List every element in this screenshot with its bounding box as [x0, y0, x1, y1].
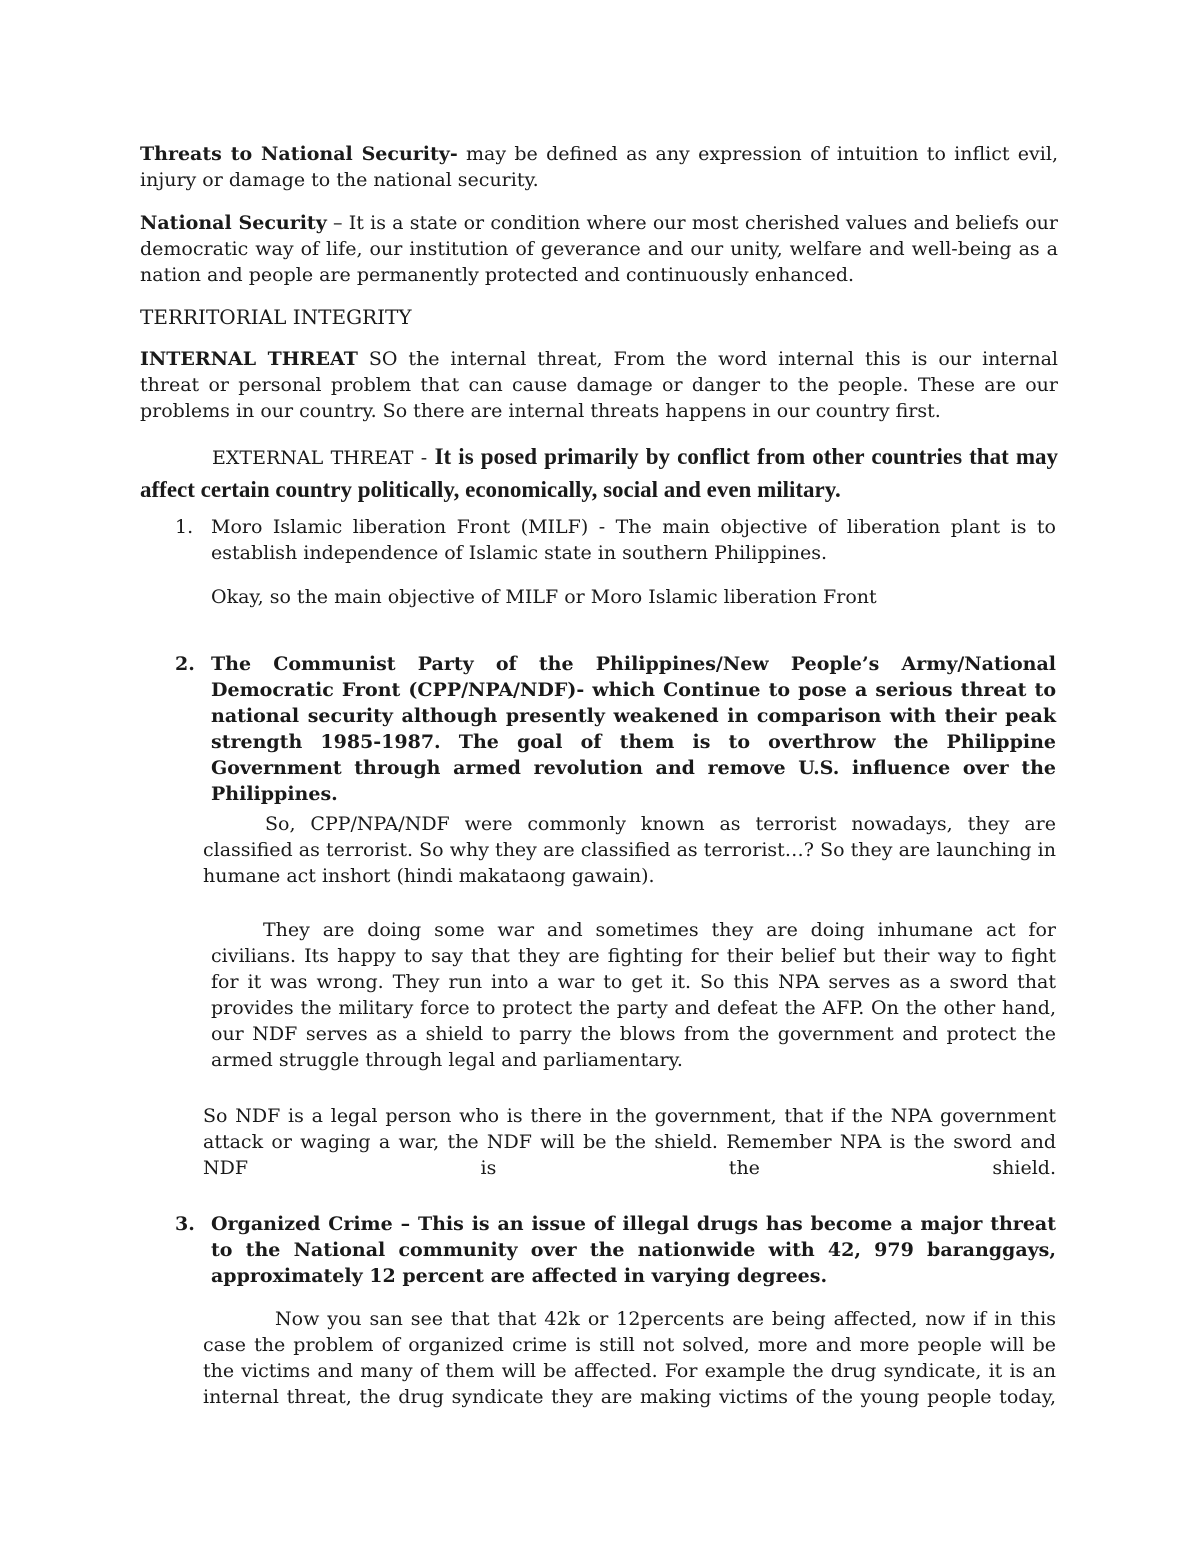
- external-threat-paragraph: [140, 441, 1058, 507]
- definition-threats: [140, 141, 1058, 193]
- definition-national-security: [140, 210, 1058, 288]
- item-1-text: Moro Islamic liberation Front (MILF) - The main objective of liberation plant is to establish independence of Islamic state in southern Philippines.: [211, 516, 1056, 564]
- heading-territorial-integrity: TERRITORIAL INTEGRITY: [140, 305, 412, 329]
- term-external-threat: EXTERNAL THREAT -: [212, 447, 435, 469]
- definition-national-security-text: – It is a state or condition where our most cherished values and beliefs our democratic way of life, our institution of geverance and our unity, welfare and well-being as a nation and people are permanently protected and continuously enhanced.: [140, 212, 1059, 286]
- term-national-security: National Security: [140, 212, 327, 234]
- term-internal-threat: INTERNAL THREAT: [140, 348, 358, 370]
- internal-threat-text: SO the internal threat, From the word internal this is our internal threat or personal problem that can cause damage or danger to the people. These are our problems in our country. So there are internal threats happens in our country first.: [140, 348, 1058, 422]
- item-2-paragraph-1: So, CPP/NPA/NDF were commonly known as terrorist nowadays, they are classified as terrorist. So why they are classified as terrorist…? So they are launching in humane act inshort (hindi makataong gawain).: [203, 813, 1056, 887]
- item-2-number: 2.: [175, 653, 195, 675]
- item-3-text: Organized Crime – This is an issue of illegal drugs has become a major threat to the National community over the nationwide with 42, 979 baranggays, approximately 12 percent are affected in varying degrees.: [211, 1213, 1056, 1287]
- definition-threats-text: may be defined as any expression of intuition to inflict evil, injury or damage to the national security.: [140, 143, 1058, 191]
- item-2-paragraph-3: So NDF is a legal person who is there in the government, that if the NPA government attack or waging a war, the NDF will be the shield. Remember NPA is the sword and NDF is the shield.: [203, 1105, 1056, 1179]
- item-1-number: 1.: [175, 516, 194, 538]
- item-2-text: The Communist Party of the Philippines/New People’s Army/National Democratic Front (CPP/NPA/NDF)- which Continue to pose a serious threat to national security although presently weakened in comparison with their peak strength 1985-1987. The goal of them is to overthrow the Philippine Government through armed revolution and remove U.S. influence over the Philippines.: [211, 653, 1056, 805]
- item-3-number: 3.: [175, 1213, 195, 1235]
- item-3-paragraph-1: Now you san see that that 42k or 12percents are being affected, now if in this case the problem of organized crime is still not solved, more and more people will be the victims and many of them will be affected. For example the drug syndicate, it is an internal threat, the drug syndicate they are making victims of the young people today,: [203, 1308, 1056, 1408]
- external-threat-text: It is posed primarily by conflict from other countries that may affect certain country politically, economically, social and even military.: [140, 444, 1058, 502]
- internal-threat-paragraph: [140, 346, 1058, 424]
- term-threats: Threats to National Security-: [140, 143, 458, 165]
- item-1-note: Okay, so the main objective of MILF or Moro Islamic liberation Front: [211, 586, 877, 608]
- item-2-paragraph-2: They are doing some war and sometimes they are doing inhumane act for civilians. Its happy to say that they are fighting for their belief but their way to fight for it was wrong. They run into a war to get it. So this NPA serves as a sword that provides the military force to protect the party and defeat the AFP. On the other hand, our NDF serves as a shield to parry the blows from the government and protect the armed struggle through legal and parliamentary.: [211, 919, 1056, 1071]
